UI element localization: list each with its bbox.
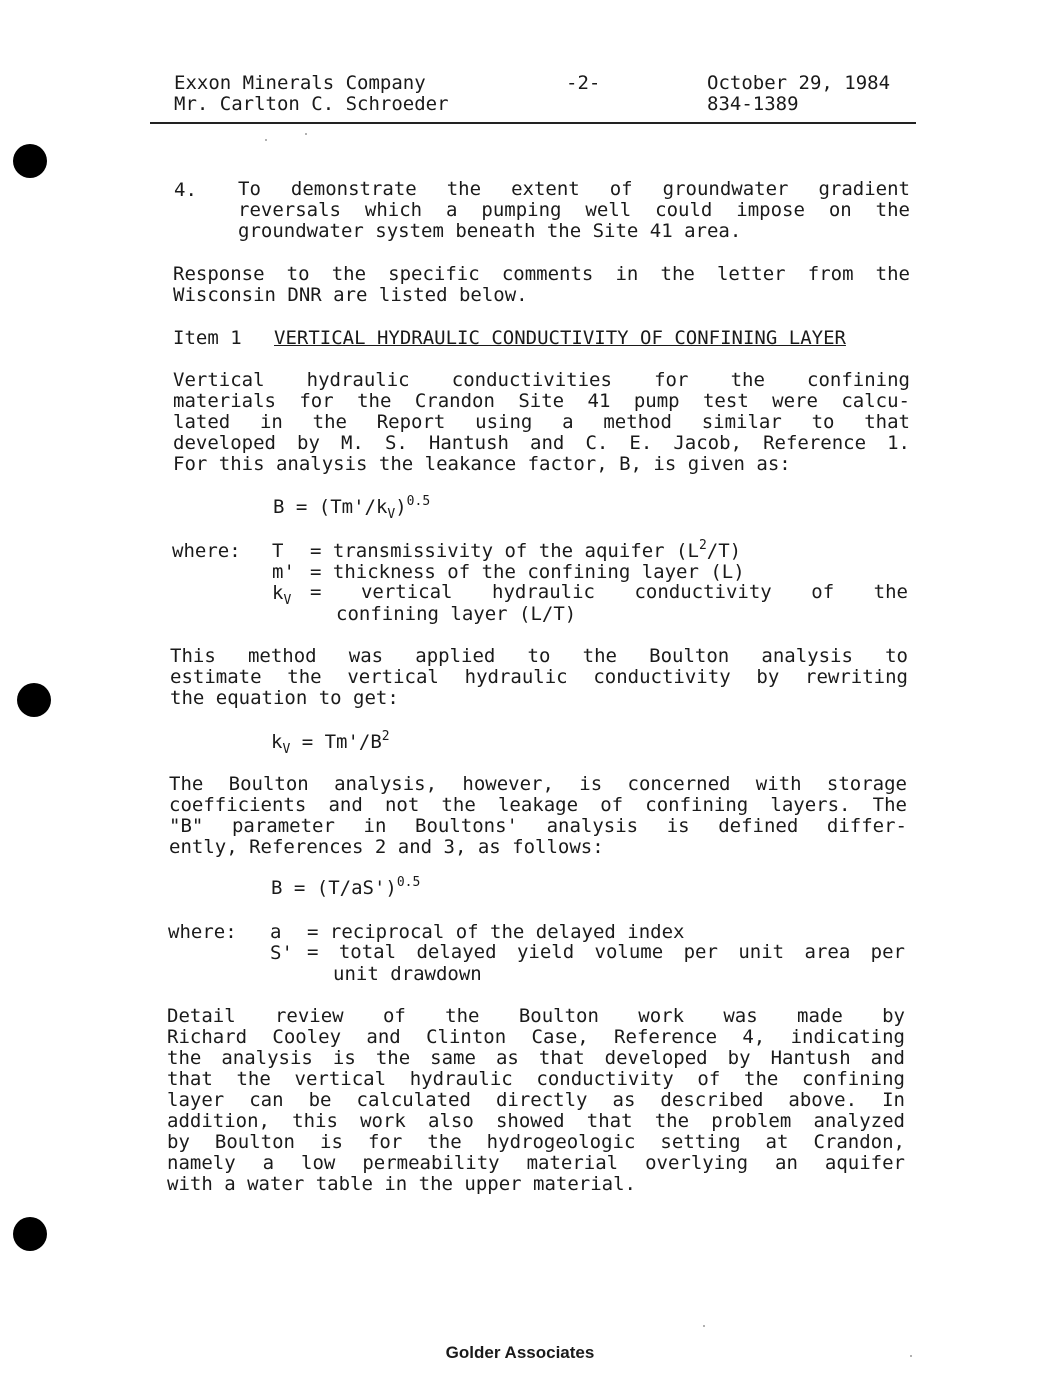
eq2-rhs: = Tm'/B: [290, 731, 382, 753]
scan-speck: [265, 139, 267, 141]
punch-hole-top: [13, 144, 47, 178]
para1-line: lated in the Report using a method similar to that: [173, 411, 910, 433]
para1-line: For this analysis the leakance factor, B, is given as:: [173, 453, 791, 475]
para2-line: the equation to get:: [170, 687, 399, 709]
header-page-number: -2-: [566, 72, 601, 94]
def-text-m: = thickness of the confining layer (L): [310, 561, 745, 583]
def-T-tail: /T): [706, 540, 742, 562]
def-kv-sub: V: [283, 593, 292, 608]
response-intro: [173, 264, 910, 306]
def-text-kv: [310, 582, 908, 603]
eq1-rhs: ): [395, 496, 407, 518]
para2-line: This method was applied to the Boulton analysis to: [170, 645, 908, 667]
para4-line: layer can be calculated directly as described above. In: [167, 1089, 905, 1111]
def-T-text: = transmissivity of the aquifer (L: [310, 540, 699, 562]
para2-line: estimate the vertical hydraulic conductivity by rewriting: [170, 666, 908, 688]
header-company: Exxon Minerals Company: [174, 72, 426, 94]
punch-hole-bottom: [13, 1217, 47, 1251]
eq1-lhs: B = (Tm'/k: [273, 496, 388, 518]
header-rule: [150, 122, 916, 124]
item4-line: groundwater system beneath the Site 41 area.: [238, 220, 742, 242]
def-continuation-S: unit drawdown: [333, 963, 482, 985]
para4-line: with a water table in the upper material.: [167, 1173, 636, 1195]
def-symbol-T: T: [272, 540, 284, 562]
item4-line: To demonstrate the extent of groundwater gradient: [238, 178, 910, 200]
para1-line: Vertical hydraulic conductivities for the confining: [173, 369, 910, 391]
eq2-sub: V: [282, 742, 291, 757]
eq2-lhs: k: [271, 731, 283, 753]
scan-speck: [910, 1355, 912, 1357]
header-addressee: Mr. Carlton C. Schroeder: [174, 93, 449, 115]
response-line: Response to the specific comments in the letter from the: [173, 263, 910, 285]
footer-golder-associates: Golder Associates: [445, 1343, 595, 1362]
punch-hole-middle: [17, 683, 51, 717]
para4-line: namely a low permeability material overlying an aquifer: [167, 1152, 905, 1174]
item4-line: reversals which a pumping well could impose on the: [238, 199, 910, 221]
para3-line: "B" parameter in Boultons' analysis is defined differ-: [169, 815, 907, 837]
header-date: October 29, 1984: [707, 72, 891, 94]
eq1-exponent: 0.5: [406, 494, 431, 509]
para3-line: The Boulton analysis, however, is concerned with storage: [169, 773, 907, 795]
para4-line: Detail review of the Boulton work was made by: [167, 1005, 905, 1027]
item4-text: [238, 179, 910, 242]
header-reference: 834-1389: [707, 93, 799, 115]
eq3-exponent: 0.5: [396, 875, 421, 890]
eq3-lhs: B = (T/aS'): [271, 877, 397, 899]
where-label-1: where:: [172, 540, 241, 562]
item4-number: 4.: [174, 179, 197, 201]
para3-line: coefficients and not the leakage of confining layers. The: [169, 794, 907, 816]
scan-speck: [703, 1325, 705, 1327]
scan-speck: [305, 133, 307, 135]
item1-label: Item 1: [173, 327, 242, 349]
para4-line: that the vertical hydraulic conductivity of the confining: [167, 1068, 905, 1090]
def-text-S: [307, 942, 905, 963]
def-symbol-S: S': [270, 942, 293, 964]
def-symbol-a: a: [270, 921, 282, 943]
paragraph-1: [173, 370, 910, 475]
eq1-sub: V: [387, 507, 396, 522]
para1-line: materials for the Crandon Site 41 pump test were calcu-: [173, 390, 910, 412]
paragraph-3: [169, 774, 907, 858]
response-line: Wisconsin DNR are listed below.: [173, 284, 528, 306]
para4-line: by Boulton is for the hydrogeologic setting at Crandon,: [167, 1131, 905, 1153]
para1-line: developed by M. S. Hantush and C. E. Jacob, Reference 1.: [173, 432, 910, 454]
def-continuation-kv: confining layer (L/T): [336, 603, 577, 625]
def-symbol-m: m': [272, 561, 295, 583]
equation-kv: [271, 729, 390, 757]
para3-line: ently, References 2 and 3, as follows:: [169, 836, 604, 858]
eq2-exponent: 2: [381, 729, 390, 744]
equation-leakance-factor: [273, 494, 431, 522]
paragraph-2: [170, 646, 908, 709]
def-kv-sym: k: [272, 582, 284, 604]
def-kv-text: = vertical hydraulic conductivity of the: [310, 581, 908, 603]
equation-boulton-B: [271, 877, 420, 899]
para4-line: addition, this work also showed that the problem analyzed: [167, 1110, 905, 1132]
def-T-sup: 2: [698, 538, 707, 553]
def-S-text: = total delayed yield volume per unit area per: [307, 941, 905, 963]
def-text-a: = reciprocal of the delayed index: [307, 921, 685, 943]
def-text-T: [310, 540, 741, 562]
para4-line: Richard Cooley and Clinton Case, Reference 4, indicating: [167, 1026, 905, 1048]
paragraph-4: [167, 1006, 905, 1195]
para4-line: the analysis is the same as that developed by Hantush and: [167, 1047, 905, 1069]
where-label-2: where:: [168, 921, 237, 943]
item1-title: VERTICAL HYDRAULIC CONDUCTIVITY OF CONFINING LAYER: [274, 327, 846, 349]
def-symbol-kv: [272, 582, 292, 608]
